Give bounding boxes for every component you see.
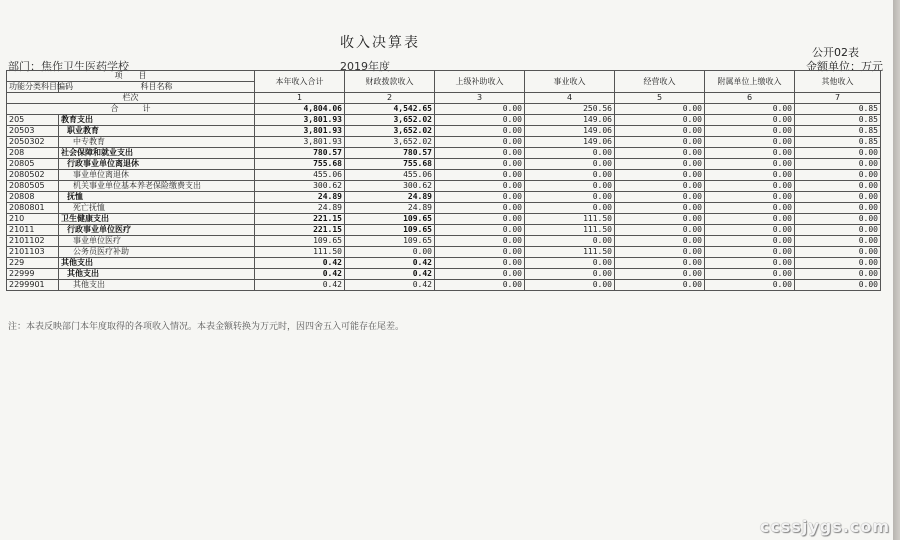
row-value: 0.00 <box>705 126 795 137</box>
column-number-row <box>7 93 881 104</box>
row-value: 0.42 <box>345 258 435 269</box>
row-value: 3,801.93 <box>255 137 345 148</box>
row-value: 0.00 <box>345 247 435 258</box>
table-row <box>7 137 881 148</box>
row-value: 3,652.02 <box>345 137 435 148</box>
row-code: 2299901 <box>7 280 59 291</box>
row-value: 0.00 <box>705 181 795 192</box>
row-value: 0.00 <box>435 236 525 247</box>
row-value: 3,801.93 <box>255 115 345 126</box>
row-value: 24.89 <box>255 192 345 203</box>
table-row <box>7 115 881 126</box>
row-code: 208 <box>7 148 59 159</box>
row-value: 109.65 <box>255 236 345 247</box>
header-col-3: 上级补助收入 <box>435 71 525 93</box>
row-value: 0.00 <box>795 170 881 181</box>
row-value: 0.00 <box>435 159 525 170</box>
row-value: 0.00 <box>435 280 525 291</box>
row-value: 149.06 <box>525 126 615 137</box>
table-row <box>7 214 881 225</box>
row-name: 其他支出 <box>59 280 255 291</box>
row-value: 0.00 <box>705 225 795 236</box>
total-value: 4,542.65 <box>345 104 435 115</box>
row-value: 0.00 <box>795 236 881 247</box>
total-label: 合 计 <box>7 104 255 115</box>
row-code: 22999 <box>7 269 59 280</box>
row-value: 0.00 <box>615 192 705 203</box>
header-col-1: 本年收入合计 <box>255 71 345 93</box>
table-row <box>7 269 881 280</box>
row-value: 3,801.93 <box>255 126 345 137</box>
row-value: 755.68 <box>345 159 435 170</box>
row-code: 2080502 <box>7 170 59 181</box>
row-name: 行政事业单位医疗 <box>59 225 255 236</box>
row-value: 0.00 <box>705 137 795 148</box>
row-value: 0.85 <box>795 126 881 137</box>
row-value: 0.00 <box>795 203 881 214</box>
row-value: 0.00 <box>435 203 525 214</box>
row-value: 0.00 <box>615 115 705 126</box>
row-value: 0.00 <box>615 203 705 214</box>
row-value: 0.00 <box>525 203 615 214</box>
row-value: 0.00 <box>705 280 795 291</box>
row-name: 社会保障和就业支出 <box>59 148 255 159</box>
row-value: 0.00 <box>525 181 615 192</box>
row-value: 0.00 <box>615 126 705 137</box>
row-value: 24.89 <box>345 192 435 203</box>
row-value: 0.00 <box>525 280 615 291</box>
col-number: 1 <box>255 93 345 104</box>
row-value: 0.00 <box>615 280 705 291</box>
col-number: 2 <box>345 93 435 104</box>
row-value: 455.06 <box>255 170 345 181</box>
row-value: 0.00 <box>615 225 705 236</box>
row-code: 2080801 <box>7 203 59 214</box>
row-value: 0.00 <box>705 115 795 126</box>
header-name: 科目名称 <box>59 82 255 93</box>
row-code: 2101103 <box>7 247 59 258</box>
row-value: 0.00 <box>435 247 525 258</box>
header-col-2: 财政拨款收入 <box>345 71 435 93</box>
row-value: 0.00 <box>705 148 795 159</box>
total-row <box>7 104 881 115</box>
row-value: 111.50 <box>525 225 615 236</box>
total-value: 250.56 <box>525 104 615 115</box>
total-value: 0.00 <box>705 104 795 115</box>
row-name: 其他支出 <box>59 269 255 280</box>
row-code: 2101102 <box>7 236 59 247</box>
row-value: 0.00 <box>705 236 795 247</box>
row-value: 0.00 <box>795 247 881 258</box>
row-value: 0.00 <box>525 148 615 159</box>
row-value: 0.00 <box>615 236 705 247</box>
row-value: 0.00 <box>705 159 795 170</box>
table-row <box>7 225 881 236</box>
row-value: 0.42 <box>255 269 345 280</box>
row-value: 0.00 <box>705 247 795 258</box>
page-edge <box>893 0 900 540</box>
table-row <box>7 126 881 137</box>
row-value: 149.06 <box>525 115 615 126</box>
row-value: 3,652.02 <box>345 115 435 126</box>
row-value: 0.00 <box>705 192 795 203</box>
header-col-5: 经营收入 <box>615 71 705 93</box>
row-name: 其他支出 <box>59 258 255 269</box>
row-name: 教育支出 <box>59 115 255 126</box>
row-value: 111.50 <box>525 247 615 258</box>
row-value: 0.00 <box>795 192 881 203</box>
row-value: 111.50 <box>525 214 615 225</box>
row-name: 事业单位医疗 <box>59 236 255 247</box>
row-name: 行政事业单位离退休 <box>59 159 255 170</box>
row-code: 210 <box>7 214 59 225</box>
row-value: 0.00 <box>795 159 881 170</box>
row-value: 0.00 <box>705 269 795 280</box>
table-row <box>7 247 881 258</box>
row-name: 卫生健康支出 <box>59 214 255 225</box>
total-value: 0.00 <box>435 104 525 115</box>
row-value: 0.42 <box>255 280 345 291</box>
row-code: 2050302 <box>7 137 59 148</box>
header-col-7: 其他收入 <box>795 71 881 93</box>
row-value: 0.00 <box>615 170 705 181</box>
row-value: 221.15 <box>255 225 345 236</box>
table-row <box>7 258 881 269</box>
row-value: 0.00 <box>435 269 525 280</box>
row-value: 0.00 <box>615 137 705 148</box>
row-value: 0.00 <box>435 115 525 126</box>
form-code: 公开02表 <box>812 46 859 59</box>
table-row <box>7 159 881 170</box>
row-value: 109.65 <box>345 236 435 247</box>
total-value: 0.00 <box>615 104 705 115</box>
row-value: 455.06 <box>345 170 435 181</box>
row-code: 20808 <box>7 192 59 203</box>
column-label: 栏次 <box>7 93 255 104</box>
row-name: 中专教育 <box>59 137 255 148</box>
total-value: 0.85 <box>795 104 881 115</box>
row-value: 0.00 <box>435 148 525 159</box>
total-value: 4,804.06 <box>255 104 345 115</box>
row-value: 0.00 <box>435 225 525 236</box>
col-number: 7 <box>795 93 881 104</box>
row-code: 205 <box>7 115 59 126</box>
row-value: 0.00 <box>525 159 615 170</box>
row-value: 0.00 <box>435 192 525 203</box>
row-value: 0.00 <box>615 214 705 225</box>
row-value: 24.89 <box>255 203 345 214</box>
row-name: 职业教育 <box>59 126 255 137</box>
table-row <box>7 192 881 203</box>
table-row <box>7 181 881 192</box>
row-value: 0.42 <box>255 258 345 269</box>
row-value: 0.00 <box>435 137 525 148</box>
row-value: 300.62 <box>345 181 435 192</box>
row-value: 0.00 <box>615 159 705 170</box>
table-row <box>7 148 881 159</box>
page-title: 收入决算表 <box>340 35 420 51</box>
row-value: 0.00 <box>795 258 881 269</box>
row-value: 0.00 <box>615 258 705 269</box>
row-value: 221.15 <box>255 214 345 225</box>
department-label: 部门：焦作卫生医药学校 <box>8 60 129 73</box>
row-value: 0.00 <box>795 225 881 236</box>
row-name: 死亡抚恤 <box>59 203 255 214</box>
row-value: 0.00 <box>615 247 705 258</box>
row-value: 0.00 <box>705 258 795 269</box>
row-value: 0.00 <box>615 148 705 159</box>
row-value: 109.65 <box>345 225 435 236</box>
row-value: 3,652.02 <box>345 126 435 137</box>
col-number: 4 <box>525 93 615 104</box>
year-label: 2019年度 <box>340 60 390 73</box>
row-code: 2080505 <box>7 181 59 192</box>
col-number: 3 <box>435 93 525 104</box>
header-row-1 <box>7 71 881 82</box>
income-table <box>6 70 881 291</box>
table-row <box>7 203 881 214</box>
row-value: 0.00 <box>435 126 525 137</box>
row-value: 109.65 <box>345 214 435 225</box>
row-code: 21011 <box>7 225 59 236</box>
row-value: 0.00 <box>795 181 881 192</box>
row-value: 0.00 <box>525 170 615 181</box>
row-value: 0.42 <box>345 269 435 280</box>
row-value: 0.00 <box>435 181 525 192</box>
row-value: 0.00 <box>705 170 795 181</box>
watermark: ccssjygs.com <box>759 517 890 536</box>
row-value: 0.00 <box>525 269 615 280</box>
row-value: 780.57 <box>345 148 435 159</box>
row-value: 0.00 <box>705 214 795 225</box>
header-col-6: 附属单位上缴收入 <box>705 71 795 93</box>
table-row <box>7 280 881 291</box>
row-value: 0.00 <box>795 269 881 280</box>
row-name: 机关事业单位基本养老保险缴费支出 <box>59 181 255 192</box>
footnote: 注：本表反映部门本年度取得的各项收入情况。本表金额转换为万元时，因四舍五入可能存在尾差。 <box>8 322 405 332</box>
row-name: 公务员医疗补助 <box>59 247 255 258</box>
row-value: 0.00 <box>615 269 705 280</box>
row-code: 20805 <box>7 159 59 170</box>
table-row <box>7 236 881 247</box>
row-value: 755.68 <box>255 159 345 170</box>
header-code: 功能分类科目编码 <box>7 82 59 93</box>
row-value: 0.42 <box>345 280 435 291</box>
row-value: 0.00 <box>525 258 615 269</box>
col-number: 6 <box>705 93 795 104</box>
row-value: 149.06 <box>525 137 615 148</box>
row-value: 0.00 <box>795 280 881 291</box>
row-value: 0.00 <box>615 181 705 192</box>
row-value: 300.62 <box>255 181 345 192</box>
row-value: 0.00 <box>795 148 881 159</box>
col-number: 5 <box>615 93 705 104</box>
row-value: 0.00 <box>525 236 615 247</box>
row-value: 0.00 <box>435 214 525 225</box>
row-value: 0.00 <box>435 258 525 269</box>
row-value: 0.00 <box>795 214 881 225</box>
header-col-4: 事业收入 <box>525 71 615 93</box>
row-value: 780.57 <box>255 148 345 159</box>
row-code: 20503 <box>7 126 59 137</box>
row-name: 抚恤 <box>59 192 255 203</box>
header-item: 项 目 <box>7 71 255 82</box>
row-value: 24.89 <box>345 203 435 214</box>
row-value: 0.00 <box>705 203 795 214</box>
unit-label: 金额单位：万元 <box>806 60 883 73</box>
row-value: 0.85 <box>795 115 881 126</box>
row-value: 0.85 <box>795 137 881 148</box>
row-code: 229 <box>7 258 59 269</box>
row-value: 0.00 <box>435 170 525 181</box>
row-value: 111.50 <box>255 247 345 258</box>
row-name: 事业单位离退休 <box>59 170 255 181</box>
table-row <box>7 170 881 181</box>
row-value: 0.00 <box>525 192 615 203</box>
